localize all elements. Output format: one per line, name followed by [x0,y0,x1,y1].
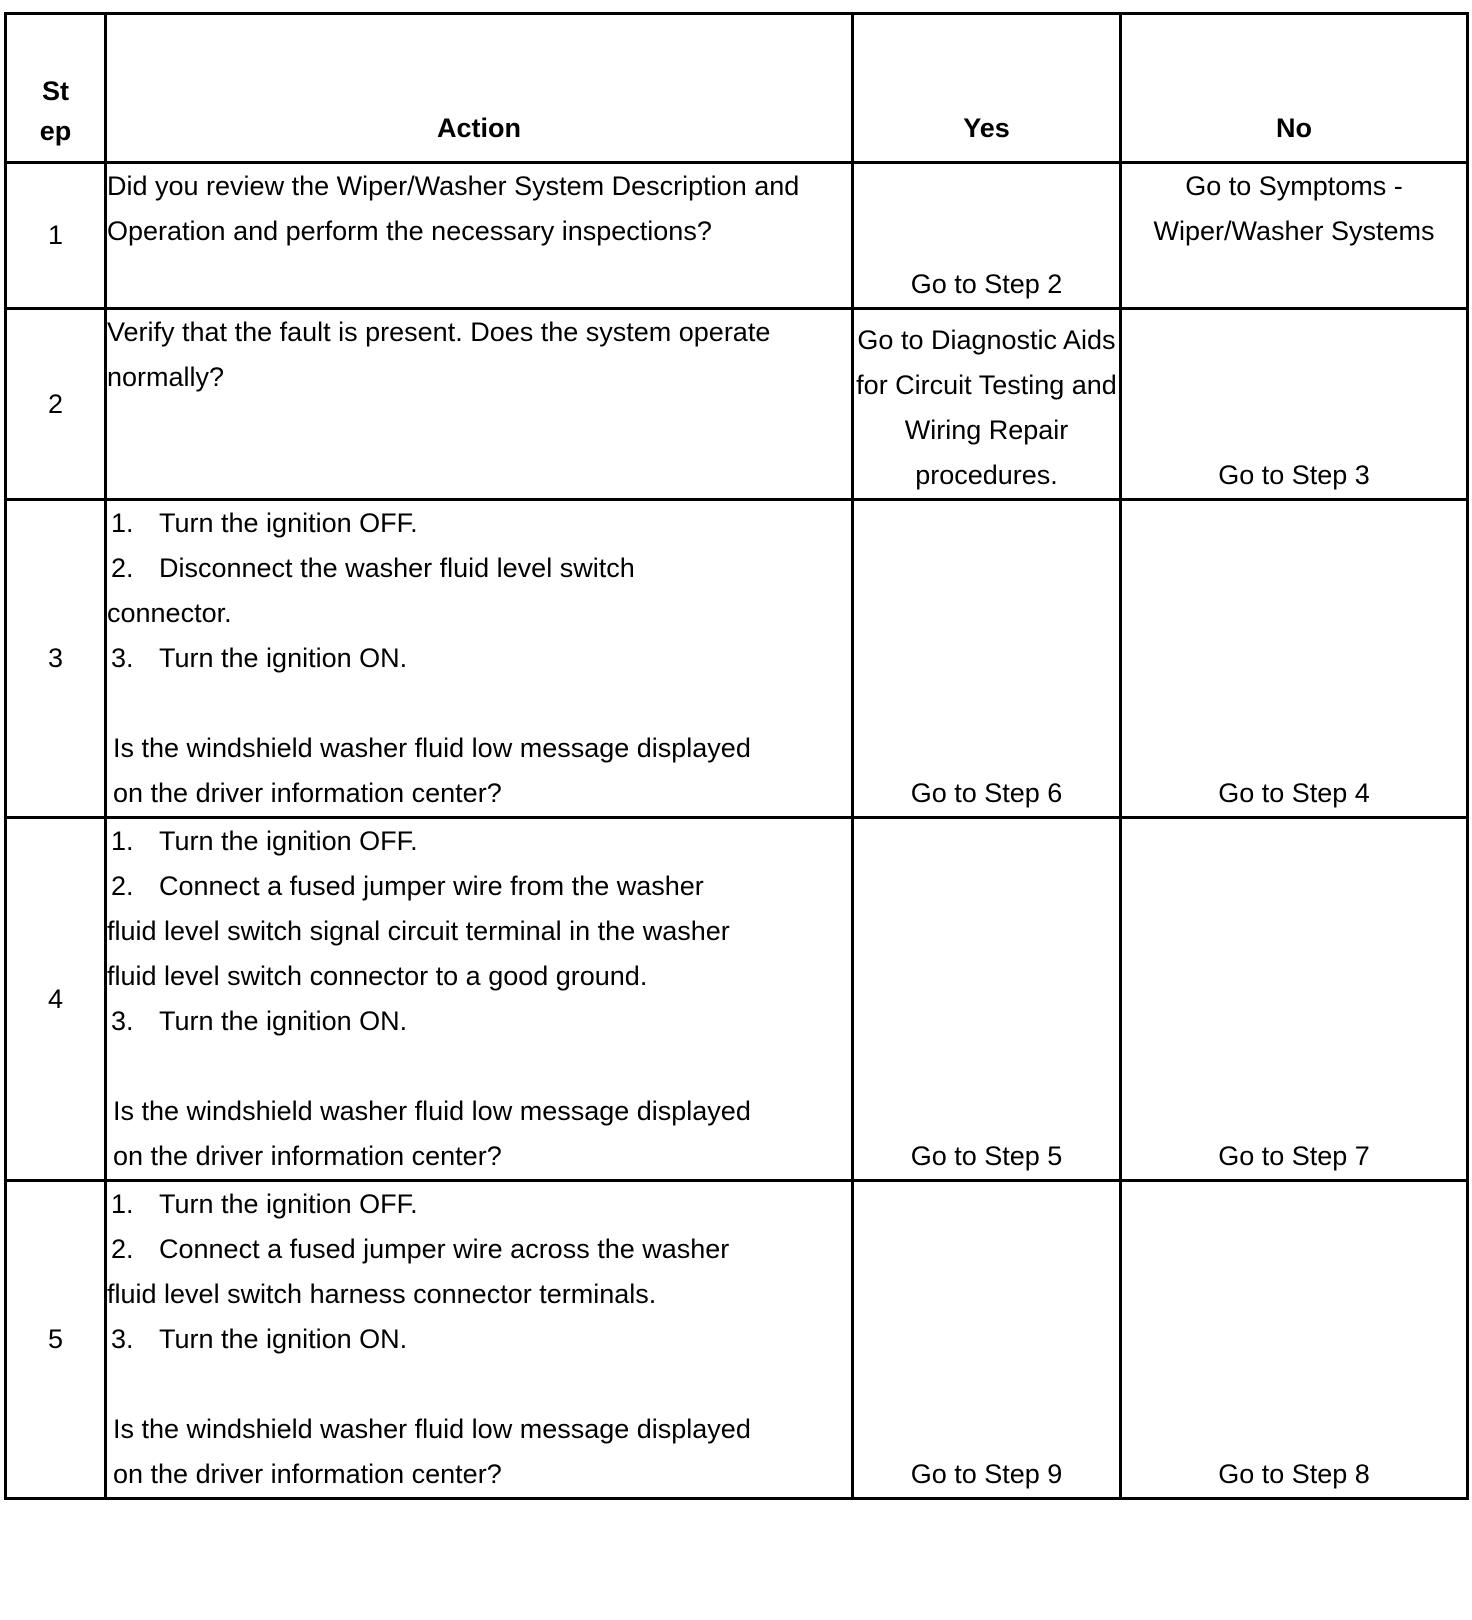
table-row [6,1181,1468,1499]
substep: 1. Turn the ignition OFF. [111,1189,418,1219]
substep: 2. Connect a fused jumper wire across the washer fluid level switch harness connector terminals. [107,1234,730,1309]
yes-cell: Go to Step 2 [853,163,1121,309]
question-text: Is the windshield washer fluid low message displayed on the driver information center? [113,733,751,808]
step-number: 5 [6,1181,106,1499]
substep: 2. Disconnect the washer fluid level switch connector. [107,553,635,628]
step-number: 3 [6,500,106,818]
header-yes: Yes [853,14,1121,163]
action-cell [106,1181,853,1499]
table-row [6,500,1468,818]
action-text: Did you review the Wiper/Washer System Description and Operation and perform the necessary inspections? [107,171,800,246]
action-text: Verify that the fault is present. Does the system operate normally? [107,317,771,392]
question-text: Is the windshield washer fluid low message displayed on the driver information center? [113,1096,751,1171]
step-number: 2 [6,309,106,500]
yes-cell: Go to Step 5 [853,818,1121,1181]
question-text: Is the windshield washer fluid low message displayed on the driver information center? [113,1414,751,1489]
action-cell [106,309,853,500]
yes-cell: Go to Step 6 [853,500,1121,818]
no-cell: Go to Step 7 [1121,818,1468,1181]
step-number: 1 [6,163,106,309]
header-no: No [1121,14,1468,163]
substep: 1. Turn the ignition OFF. [111,508,418,538]
table-row [6,309,1468,500]
diagnostic-table [4,12,1469,1500]
header-step: St ep [6,14,106,163]
substep: 3. Turn the ignition ON. [111,1324,408,1354]
no-cell: Go to Step 8 [1121,1181,1468,1499]
yes-cell: Go to Step 9 [853,1181,1121,1499]
header-row [6,14,1468,163]
header-action: Action [106,14,853,163]
no-cell: Go to Symptoms - Wiper/Washer Systems [1121,163,1468,309]
substep: 2. Connect a fused jumper wire from the washer fluid level switch signal circuit terminal in the washer fluid level switch connector to a good ground. [107,871,730,991]
no-cell: Go to Step 3 [1121,309,1468,500]
substep: 3. Turn the ignition ON. [111,1006,408,1036]
yes-cell: Go to Diagnostic Aids for Circuit Testing and Wiring Repair procedures. [853,309,1121,500]
substep: 3. Turn the ignition ON. [111,643,408,673]
action-cell [106,818,853,1181]
table-row [6,163,1468,309]
substep: 1. Turn the ignition OFF. [111,826,418,856]
step-number: 4 [6,818,106,1181]
action-cell [106,163,853,309]
table-row [6,818,1468,1181]
action-cell [106,500,853,818]
no-cell: Go to Step 4 [1121,500,1468,818]
